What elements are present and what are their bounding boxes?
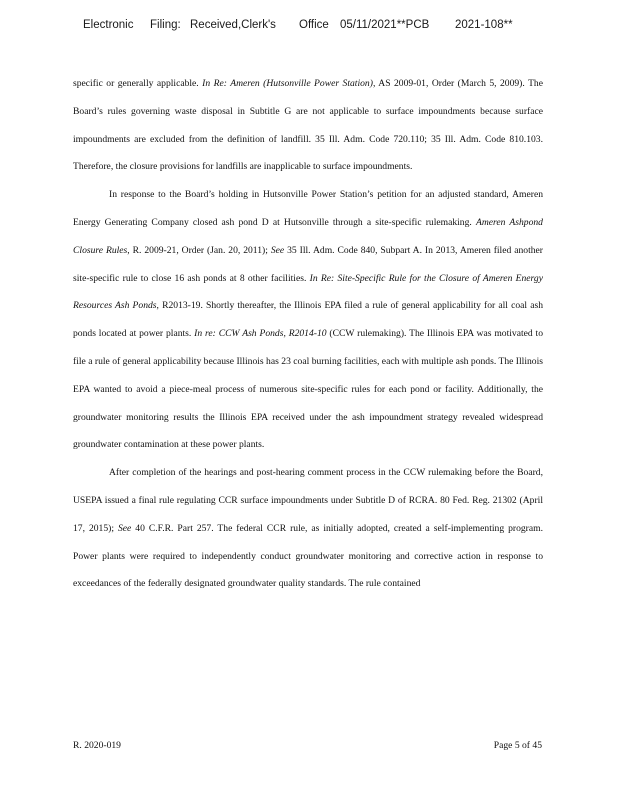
paragraph-2 (73, 181, 543, 459)
p1-text-1: specific or generally applicable. (73, 78, 203, 89)
header-filing: Filing: (150, 19, 181, 31)
p3-text-1: After completion of the hearings and post-hearing comment process in the CCW rulemaking before the Board, USEPA issued a final rule regulating CCR surface impoundments under Subtitle D of RCRA. 80 Fed. Reg. 21302 (April 17, 2015); (73, 467, 543, 534)
p2-text-5: (CCW rulemaking). The Illinois EPA was motivated to file a rule of general applicability because Illinois has 23 coal burning facilities, each with multiple ash ponds. The Illinois EPA wanted to avoid a piece-meal process of numerous site-specific rules for each pond or facility. Additionally, the groundwater monitoring results the Illinois EPA received under the ash impoundment strategy revealed widespread groundwater contamination at these power plants. (73, 328, 544, 451)
p1-text-2: , AS 2009-01, Order (March 5, 2009). The Board’s rules governing waste disposal in Subtitle G are not applicable to surface impoundments because surface impoundments are excluded from the definition of landfill. 35 Ill. Adm. Code 720.110; 35 Ill. Adm. Code 810.103. Therefore, the closure provisions for landfills are inapplicable to surface impoundments. (73, 78, 543, 173)
p2-citation-site-specific: In Re: Site-Specific Rule for the Closure of Ameren Energy Resources Ash Ponds (73, 272, 543, 312)
header-docket: 2021-108** (455, 19, 513, 31)
p3-signal-see: See (118, 522, 132, 534)
footer-page-number: Page 5 of 45 (493, 740, 542, 751)
header-electronic: Electronic (83, 19, 134, 31)
document-body (73, 70, 543, 598)
paragraph-3 (73, 459, 543, 598)
p2-signal-see: See (270, 244, 285, 256)
p2-text-1: In response to the Board’s holding in Hutsonville Power Station’s petition for an adjusted standard, Ameren Energy Generating Company closed ash pond D at Hutsonville through a site-specific rulemaking. (73, 189, 543, 228)
p2-text-2: , R. 2009-21, Order (Jan. 20, 2011); (127, 244, 271, 256)
header-date: 05/11/2021**PCB (340, 19, 430, 31)
p2-text-4: , R2013-19. Shortly thereafter, the Illinois EPA filed a rule of general applicability for all coal ash ponds located at power plants. (73, 300, 543, 340)
p2-text-3: 35 Ill. Adm. Code 840, Subpart A. In 2013, Ameren filed another site-specific rule to close 16 ash ponds at 8 other facilities. (73, 244, 543, 284)
header-office: Office (299, 19, 329, 31)
p2-citation-ashpond-closure: Ameren Ashpond Closure Rules (73, 216, 543, 256)
paragraph-1 (73, 70, 543, 181)
p1-citation-hutsonville: In Re: Ameren (Hutsonville Power Station) (202, 78, 373, 89)
p2-citation-ccw-ash-ponds: In re: CCW Ash Ponds, R2014-10 (194, 328, 327, 340)
header-received: Received,Clerk's (190, 19, 276, 31)
footer-docket-number: R. 2020-019 (73, 740, 121, 751)
p3-text-2: 40 C.F.R. Part 257. The federal CCR rule, as initially adopted, created a self-implementing program. Power plants were required to independently conduct groundwater monitoring and corrective action in response to exceedances of the federally designated groundwater quality standards. The rule contained (73, 522, 543, 590)
